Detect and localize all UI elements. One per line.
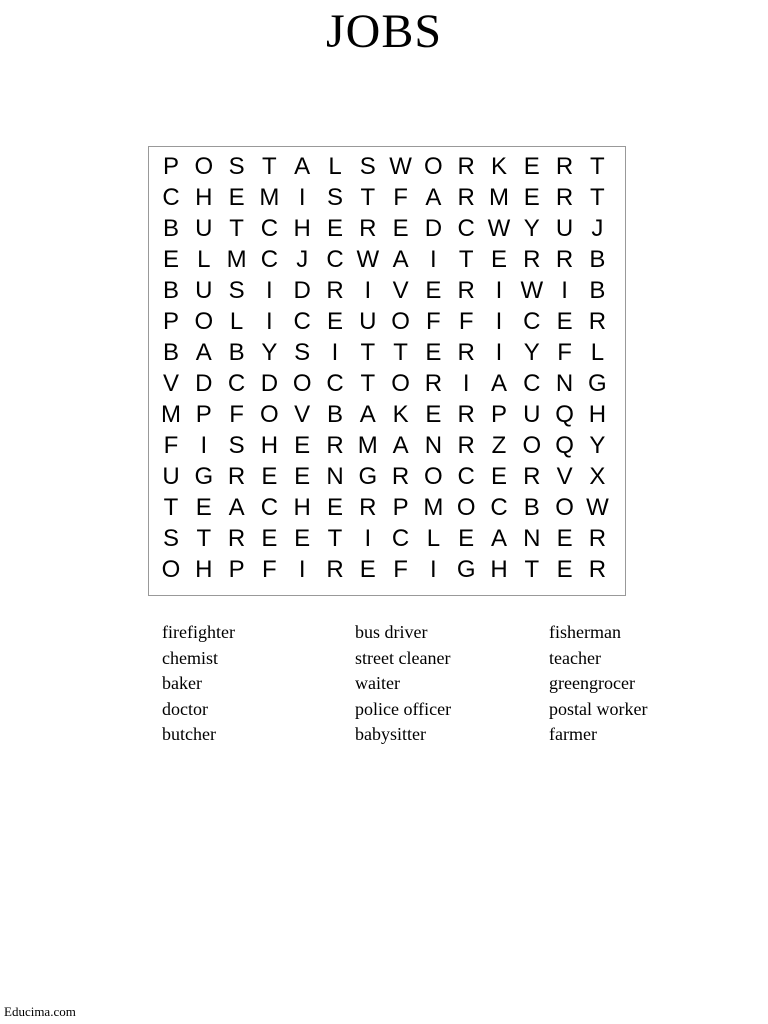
word-list-item: baker [162, 673, 202, 693]
grid-letter[interactable]: Q [555, 432, 574, 459]
grid-letter[interactable]: V [556, 463, 573, 490]
grid-letter[interactable]: T [262, 153, 277, 180]
grid-letter[interactable]: M [357, 432, 378, 459]
grid-letter[interactable]: P [392, 494, 409, 521]
grid-letter[interactable]: W [356, 246, 380, 273]
grid-letter[interactable]: C [260, 246, 279, 273]
grid-letter[interactable]: I [298, 184, 306, 211]
grid-letter[interactable]: R [588, 525, 607, 552]
word-list-item: butcher [162, 724, 216, 744]
grid-letter[interactable]: B [228, 339, 245, 366]
grid-letter[interactable]: R [359, 494, 377, 521]
grid-letter[interactable]: E [228, 184, 245, 211]
grid-letter[interactable]: E [162, 246, 179, 273]
grid-letter[interactable]: J [296, 246, 309, 273]
grid-letter[interactable]: M [489, 184, 509, 211]
grid-letter[interactable]: I [331, 339, 339, 366]
grid-letter[interactable]: F [262, 556, 277, 583]
grid-letter[interactable]: R [326, 277, 344, 304]
grid-letter[interactable]: U [162, 463, 180, 490]
grid-letter[interactable]: O [424, 153, 443, 180]
word-list-item: waiter [355, 673, 400, 693]
grid-letter[interactable]: T [360, 184, 376, 211]
grid-letter[interactable]: G [358, 463, 378, 490]
grid-letter[interactable]: H [588, 401, 607, 428]
grid-letter[interactable]: D [260, 370, 279, 397]
grid-row [149, 306, 625, 337]
grid-letter[interactable]: C [523, 308, 541, 335]
word-list-item: farmer [549, 724, 597, 744]
grid-letter[interactable]: D [195, 370, 213, 397]
grid-letter[interactable]: V [294, 401, 311, 428]
grid-letter[interactable]: R [588, 308, 607, 335]
grid-letter[interactable]: S [228, 432, 245, 459]
grid-letter[interactable]: G [456, 556, 476, 583]
grid-letter[interactable]: T [360, 370, 376, 397]
grid-letter[interactable]: E [326, 308, 343, 335]
grid-letter[interactable]: R [227, 525, 246, 552]
grid-letter[interactable]: X [589, 463, 606, 490]
grid-letter[interactable]: E [294, 525, 311, 552]
grid-letter[interactable]: I [561, 277, 568, 304]
word-list-item: police officer [355, 698, 452, 719]
grid-letter[interactable]: Q [555, 401, 574, 428]
grid-letter[interactable]: I [495, 339, 503, 366]
grid-letter[interactable]: C [326, 370, 344, 397]
grid-letter[interactable]: S [359, 153, 376, 180]
grid-letter[interactable]: P [490, 401, 507, 428]
grid-letter[interactable]: F [557, 339, 572, 366]
grid-letter[interactable]: B [589, 277, 606, 304]
grid-letter[interactable]: C [260, 494, 279, 521]
grid-letter[interactable]: Y [261, 339, 278, 366]
grid-row [149, 554, 625, 585]
grid-letter[interactable]: I [430, 556, 437, 583]
grid-letter[interactable]: F [426, 308, 441, 335]
grid-letter[interactable]: P [228, 556, 245, 583]
grid-letter[interactable]: O [391, 308, 410, 335]
grid-letter[interactable]: K [392, 401, 409, 428]
grid-letter[interactable]: A [490, 525, 507, 552]
grid-letter[interactable]: R [555, 153, 574, 180]
grid-letter[interactable]: O [260, 401, 279, 428]
grid-letter[interactable]: V [392, 277, 409, 304]
grid-letter[interactable]: E [523, 184, 540, 211]
grid-letter[interactable]: L [426, 525, 441, 552]
grid-row [149, 461, 625, 492]
grid-row [149, 399, 625, 430]
grid-letter[interactable]: I [364, 525, 372, 552]
grid-letter[interactable]: O [292, 370, 312, 397]
grid-letter[interactable]: K [490, 153, 507, 180]
grid-letter[interactable]: R [457, 184, 475, 211]
grid-letter[interactable]: U [555, 215, 574, 242]
grid-letter[interactable]: R [359, 215, 377, 242]
grid-letter[interactable]: O [456, 494, 476, 521]
grid-letter[interactable]: I [200, 432, 208, 459]
grid-letter[interactable]: T [360, 339, 376, 366]
word-list-column [549, 620, 729, 748]
grid-letter[interactable]: N [326, 463, 344, 490]
grid-letter[interactable]: A [359, 401, 376, 428]
grid-letter[interactable]: R [227, 463, 246, 490]
grid-letter[interactable]: T [590, 153, 605, 180]
grid-letter[interactable]: H [293, 215, 311, 242]
grid-letter[interactable]: G [194, 463, 214, 490]
grid-letter[interactable]: R [523, 246, 541, 273]
grid-letter[interactable]: R [326, 432, 344, 459]
grid-letter[interactable]: R [457, 401, 475, 428]
grid-letter[interactable]: W [586, 494, 609, 521]
grid-letter[interactable]: L [197, 246, 211, 273]
grid-letter[interactable]: E [425, 277, 442, 304]
grid-letter[interactable]: D [424, 215, 443, 242]
grid-letter[interactable]: E [556, 556, 573, 583]
grid-row [149, 337, 625, 368]
grid-letter[interactable]: E [326, 494, 343, 521]
grid-letter[interactable]: B [162, 215, 179, 242]
grid-letter[interactable]: C [490, 494, 508, 521]
grid-letter[interactable]: L [229, 308, 244, 335]
grid-letter[interactable]: U [523, 401, 541, 428]
grid-letter[interactable]: I [266, 277, 273, 304]
word-list-item: firefighter [162, 622, 235, 642]
grid-letter[interactable]: T [590, 184, 605, 211]
grid-letter[interactable]: O [522, 432, 542, 459]
grid-letter[interactable]: T [327, 525, 343, 552]
word-list-item: postal worker [549, 698, 648, 719]
grid-letter[interactable]: C [293, 308, 311, 335]
grid-letter[interactable]: R [555, 246, 574, 273]
grid-letter[interactable]: Z [491, 432, 507, 459]
grid-letter[interactable]: R [457, 153, 475, 180]
grid-letter[interactable]: N [424, 432, 443, 459]
grid-letter[interactable]: U [195, 277, 213, 304]
grid-letter[interactable]: A [294, 153, 311, 180]
grid-letter[interactable]: Y [523, 215, 540, 242]
grid-letter[interactable]: C [260, 215, 279, 242]
grid-letter[interactable]: E [392, 215, 409, 242]
word-list-item: greengrocer [549, 673, 635, 693]
grid-letter[interactable]: V [162, 370, 179, 397]
grid-letter[interactable]: H [490, 556, 508, 583]
grid-letter[interactable]: F [229, 401, 244, 428]
grid-letter[interactable]: T [458, 246, 474, 273]
grid-letter[interactable]: D [293, 277, 311, 304]
grid-letter[interactable]: E [458, 525, 475, 552]
grid-letter[interactable]: J [591, 215, 604, 242]
grid-letter[interactable]: O [194, 153, 214, 180]
grid-letter[interactable]: Y [523, 339, 540, 366]
grid-letter[interactable]: C [457, 215, 475, 242]
grid-letter[interactable]: E [425, 401, 442, 428]
grid-letter[interactable]: O [391, 370, 410, 397]
grid-letter[interactable]: R [391, 463, 410, 490]
word-list-column [162, 620, 342, 748]
grid-letter[interactable]: I [430, 246, 437, 273]
grid-letter[interactable]: E [261, 525, 278, 552]
word-list-item: teacher [549, 647, 601, 668]
grid-letter[interactable]: T [524, 556, 540, 583]
grid-letter[interactable]: T [196, 525, 212, 552]
grid-letter[interactable]: O [161, 556, 181, 583]
grid-letter[interactable]: H [293, 494, 311, 521]
grid-letter[interactable]: F [393, 556, 408, 583]
grid-letter[interactable]: N [555, 370, 574, 397]
grid-letter[interactable]: L [590, 339, 605, 366]
grid-letter[interactable]: T [393, 339, 408, 366]
word-list-item: street cleaner [355, 647, 451, 668]
grid-letter[interactable]: I [266, 308, 273, 335]
grid-row [149, 213, 625, 244]
grid-row [149, 523, 625, 554]
grid-letter[interactable]: C [391, 525, 410, 552]
page-title: JOBS [325, 5, 443, 58]
grid-letter[interactable]: A [195, 339, 212, 366]
grid-letter[interactable]: E [556, 308, 573, 335]
grid-letter[interactable]: S [162, 525, 179, 552]
grid-letter[interactable]: U [195, 215, 213, 242]
grid-letter[interactable]: B [523, 494, 540, 521]
grid-letter[interactable]: R [555, 184, 574, 211]
grid-letter[interactable]: P [162, 153, 179, 180]
grid-row [149, 368, 625, 399]
footer-credit: Educima.com [4, 1004, 76, 1019]
grid-letter[interactable]: H [195, 184, 213, 211]
grid-letter[interactable]: A [392, 432, 409, 459]
grid-letter[interactable]: M [161, 401, 181, 428]
grid-letter[interactable]: E [326, 215, 343, 242]
grid-letter[interactable]: L [328, 153, 342, 180]
grid-letter[interactable]: S [326, 184, 343, 211]
grid-letter[interactable]: M [423, 494, 444, 521]
grid-letter[interactable]: R [457, 277, 475, 304]
grid-letter[interactable]: S [228, 277, 245, 304]
grid-letter[interactable]: A [392, 246, 409, 273]
grid-letter[interactable]: P [162, 308, 179, 335]
grid-letter[interactable]: R [588, 556, 607, 583]
grid-letter[interactable]: I [462, 370, 470, 397]
word-list-item: babysitter [355, 724, 426, 744]
grid-letter[interactable]: E [425, 339, 442, 366]
grid-letter[interactable]: O [555, 494, 574, 521]
grid-letter[interactable]: H [195, 556, 213, 583]
grid-letter[interactable]: R [457, 339, 475, 366]
grid-letter[interactable]: T [229, 215, 244, 242]
grid-letter[interactable]: F [163, 432, 179, 459]
grid-letter[interactable]: E [195, 494, 212, 521]
grid-letter[interactable]: I [495, 277, 503, 304]
word-list-item: fisherman [549, 622, 621, 642]
grid-letter[interactable]: O [424, 463, 443, 490]
word-list [0, 620, 768, 750]
grid-row [149, 275, 625, 306]
word-list-item: bus driver [355, 622, 428, 642]
grid-letter[interactable]: T [163, 494, 179, 521]
grid-row [149, 430, 625, 461]
grid-row [149, 151, 625, 182]
grid-letter[interactable]: B [162, 339, 179, 366]
word-list-item: doctor [162, 698, 208, 719]
grid-letter[interactable]: C [162, 184, 180, 211]
grid-letter[interactable]: R [424, 370, 443, 397]
word-list-column [355, 620, 535, 748]
grid-letter[interactable]: U [359, 308, 377, 335]
grid-letter[interactable]: B [162, 277, 179, 304]
grid-letter[interactable]: W [487, 215, 511, 242]
grid-letter[interactable]: M [259, 184, 280, 211]
word-list-item: chemist [162, 647, 218, 668]
grid-letter[interactable]: G [588, 370, 607, 397]
grid-letter[interactable]: N [523, 525, 541, 552]
grid-letter[interactable]: E [294, 432, 311, 459]
grid-letter[interactable]: O [194, 308, 214, 335]
grid-letter[interactable]: C [523, 370, 541, 397]
grid-letter[interactable]: Y [589, 432, 606, 459]
grid-letter[interactable]: H [260, 432, 279, 459]
grid-letter[interactable]: B [326, 401, 343, 428]
grid-letter[interactable]: I [495, 308, 503, 335]
grid-letter[interactable]: S [294, 339, 311, 366]
grid-letter[interactable]: S [228, 153, 245, 180]
grid-letter[interactable]: F [393, 184, 408, 211]
grid-letter[interactable]: E [294, 463, 311, 490]
grid-letter[interactable]: R [326, 556, 344, 583]
grid-letter[interactable]: B [589, 246, 606, 273]
grid-letter[interactable]: C [457, 463, 475, 490]
grid-row [149, 244, 625, 275]
grid-row [149, 492, 625, 523]
grid-letter[interactable]: W [520, 277, 544, 304]
grid-letter[interactable]: A [490, 370, 507, 397]
grid-letter[interactable]: F [458, 308, 474, 335]
grid-letter[interactable]: E [359, 556, 376, 583]
grid-letter[interactable]: C [326, 246, 344, 273]
grid-letter[interactable]: E [556, 525, 573, 552]
word-search-grid [148, 146, 626, 596]
grid-letter[interactable]: M [226, 246, 247, 273]
grid-letter[interactable]: E [490, 246, 507, 273]
grid-letter[interactable]: R [457, 432, 475, 459]
grid-letter[interactable]: I [364, 277, 372, 304]
grid-letter[interactable]: E [490, 463, 507, 490]
grid-row [149, 182, 625, 213]
grid-letter[interactable]: P [195, 401, 212, 428]
grid-letter[interactable]: C [227, 370, 246, 397]
grid-letter[interactable]: E [523, 153, 540, 180]
grid-letter[interactable]: I [298, 556, 306, 583]
grid-letter[interactable]: W [389, 153, 412, 180]
grid-letter[interactable]: E [261, 463, 278, 490]
grid-letter[interactable]: R [523, 463, 541, 490]
grid-letter[interactable]: A [425, 184, 442, 211]
grid-letter[interactable]: A [228, 494, 245, 521]
